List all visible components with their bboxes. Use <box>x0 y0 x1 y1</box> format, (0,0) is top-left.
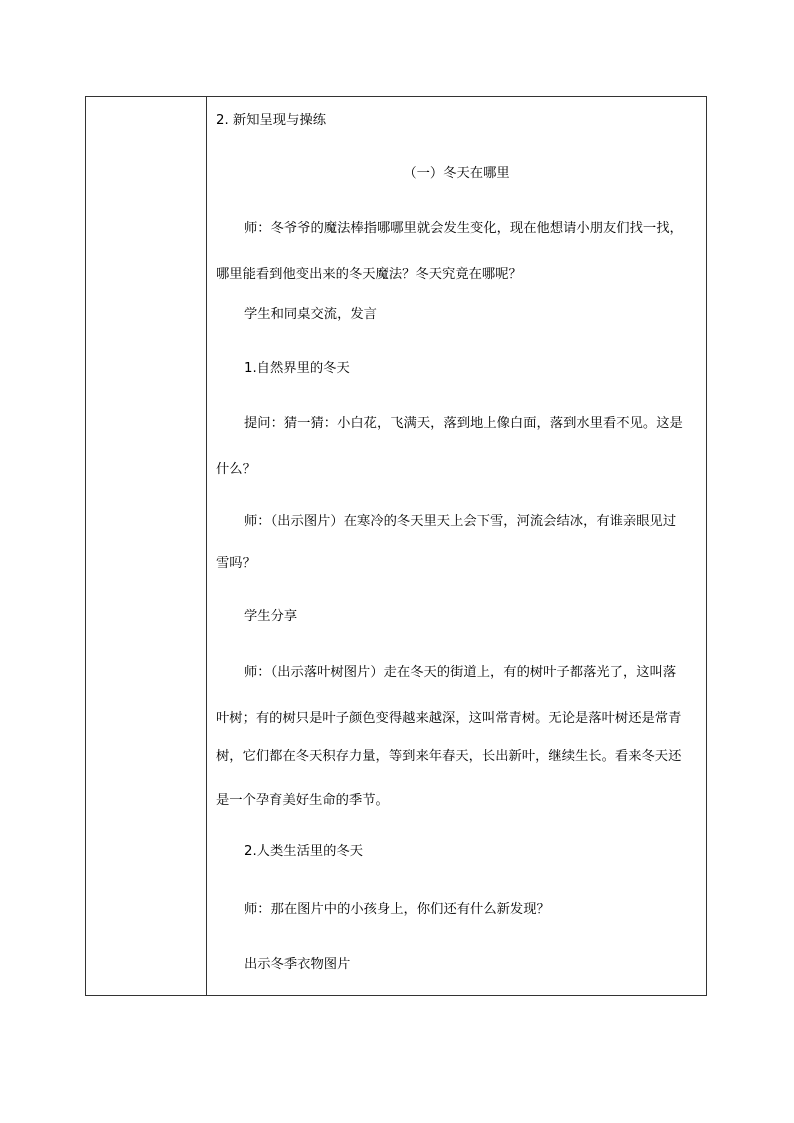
table-right-column <box>207 97 706 995</box>
paragraph-line: 雪吗？ <box>216 556 256 571</box>
table-left-column <box>86 97 207 995</box>
paragraph-line: 树，它们都在冬天积存力量，等到来年春天，长出新叶，继续生长。看来冬天还 <box>216 749 682 764</box>
paragraph-line: 出示冬季衣物图片 <box>244 957 351 972</box>
paragraph-line: 是一个孕育美好生命的季节。 <box>216 793 389 808</box>
paragraph-line: 什么？ <box>216 462 256 477</box>
paragraph-line: 师：那在图片中的小孩身上，你们还有什么新发现？ <box>244 902 550 917</box>
section-heading: 2. 新知呈现与操练 <box>216 113 326 128</box>
paragraph-line: 学生和同桌交流，发言 <box>244 307 377 322</box>
paragraph-line: 学生分享 <box>244 609 298 624</box>
section-subtitle: 1.自然界里的冬天 <box>244 361 350 376</box>
paragraph-line: 提问：猜一猜：小白花，飞满天，落到地上像白面，落到水里看不见。这是 <box>244 416 683 431</box>
paragraph-line: 哪里能看到他变出来的冬天魔法？冬天究竟在哪呢？ <box>216 267 522 282</box>
paragraph-line: 师：（出示落叶树图片）走在冬天的街道上，有的树叶子都落光了，这叫落 <box>244 665 677 680</box>
paragraph-line: 叶树；有的树只是叶子颜色变得越来越深，这叫常青树。无论是落叶树还是常青 <box>216 711 682 726</box>
section-subtitle: 2.人类生活里的冬天 <box>244 844 364 859</box>
paragraph-line: 师：冬爷爷的魔法棒指哪哪里就会发生变化，现在他想请小朋友们找一找， <box>244 221 683 236</box>
paragraph-line: 师：（出示图片）在寒冷的冬天里天上会下雪，河流会结冰，有谁亲眼见过 <box>244 514 677 529</box>
subheading: （一）冬天在哪里 <box>403 166 510 181</box>
lesson-plan-table <box>85 96 707 996</box>
